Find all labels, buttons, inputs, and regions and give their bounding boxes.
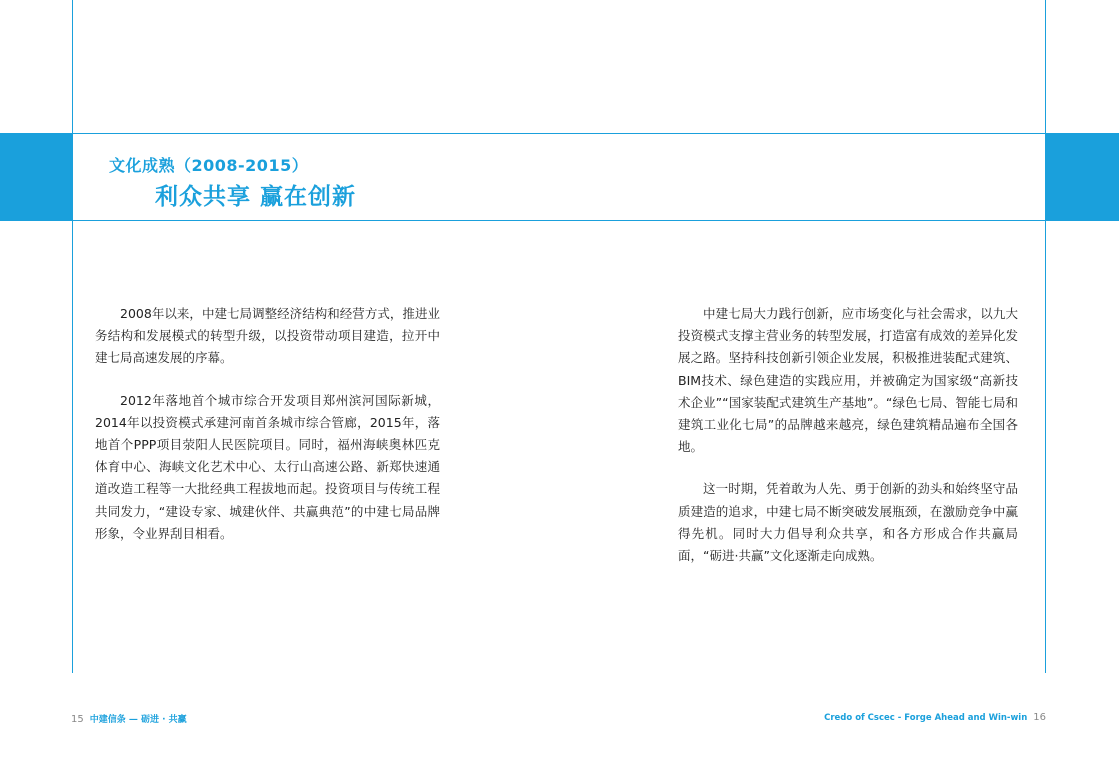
- section-label: 文化成熟（2008-2015）: [109, 156, 309, 175]
- left-accent-band: [0, 133, 72, 221]
- footer-left: [71, 712, 187, 725]
- left-paragraph-2: 2012年落地首个城市综合开发项目郑州滨河国际新城，2014年以投资模式承建河南首条城市综合管廊，2015年，落地首个PPP项目荥阳人民医院项目。同时，福州海峡奥林匹克体育中心、海峡文化艺术中心、太行山高速公路、新郑快速通道改造工程等一大批经典工程拔地而起。投资项目与传统工程共同发力，“建设专家、城建伙伴、共赢典范”的中建七局品牌形象，令业界刮目相看。: [95, 392, 440, 541]
- left-footer-motto: 中建信条 — 砺进 · 共赢: [89, 715, 187, 725]
- right-margin-rule: [1045, 0, 1046, 673]
- right-accent-band: [1046, 133, 1119, 221]
- left-page-number: 15: [71, 714, 84, 725]
- right-page-number: 16: [1033, 712, 1046, 723]
- left-margin-rule: [72, 0, 73, 673]
- right-paragraph-2: 这一时期，凭着敢为人先、勇于创新的劲头和始终坚守品质建造的追求，中建七局不断突破发展瓶颈，在激励竞争中赢得先机。同时大力倡导利众共享，和各方形成合作共赢局面，“砺进·共赢”文化逐渐走向成熟。: [678, 481, 1018, 564]
- right-footer-motto: Credo of Cscec - Forge Ahead and Win-win: [824, 713, 1028, 723]
- left-text-column: [95, 303, 440, 565]
- right-paragraph-1: 中建七局大力践行创新，应市场变化与社会需求，以九大投资模式支撑主营业务的转型发展，打造富有成效的差异化发展之路。坚持科技创新引领企业发展，积极推进装配式建筑、BIM技术、绿色建造的实践应用，并被确定为国家级“高新技术企业”“国家装配式建筑生产基地”。“绿色七局、智能七局和建筑工业化七局”的品牌越来越亮，绿色建筑精品遍布全国各地。: [678, 306, 1018, 455]
- footer-right: [824, 712, 1046, 723]
- right-text-column: [678, 303, 1018, 587]
- section-title: 利众共享 赢在创新: [155, 184, 357, 210]
- left-paragraph-1: 2008年以来，中建七局调整经济结构和经营方式，推进业务结构和发展模式的转型升级，以投资带动项目建造，拉开中建七局高速发展的序幕。: [95, 306, 440, 366]
